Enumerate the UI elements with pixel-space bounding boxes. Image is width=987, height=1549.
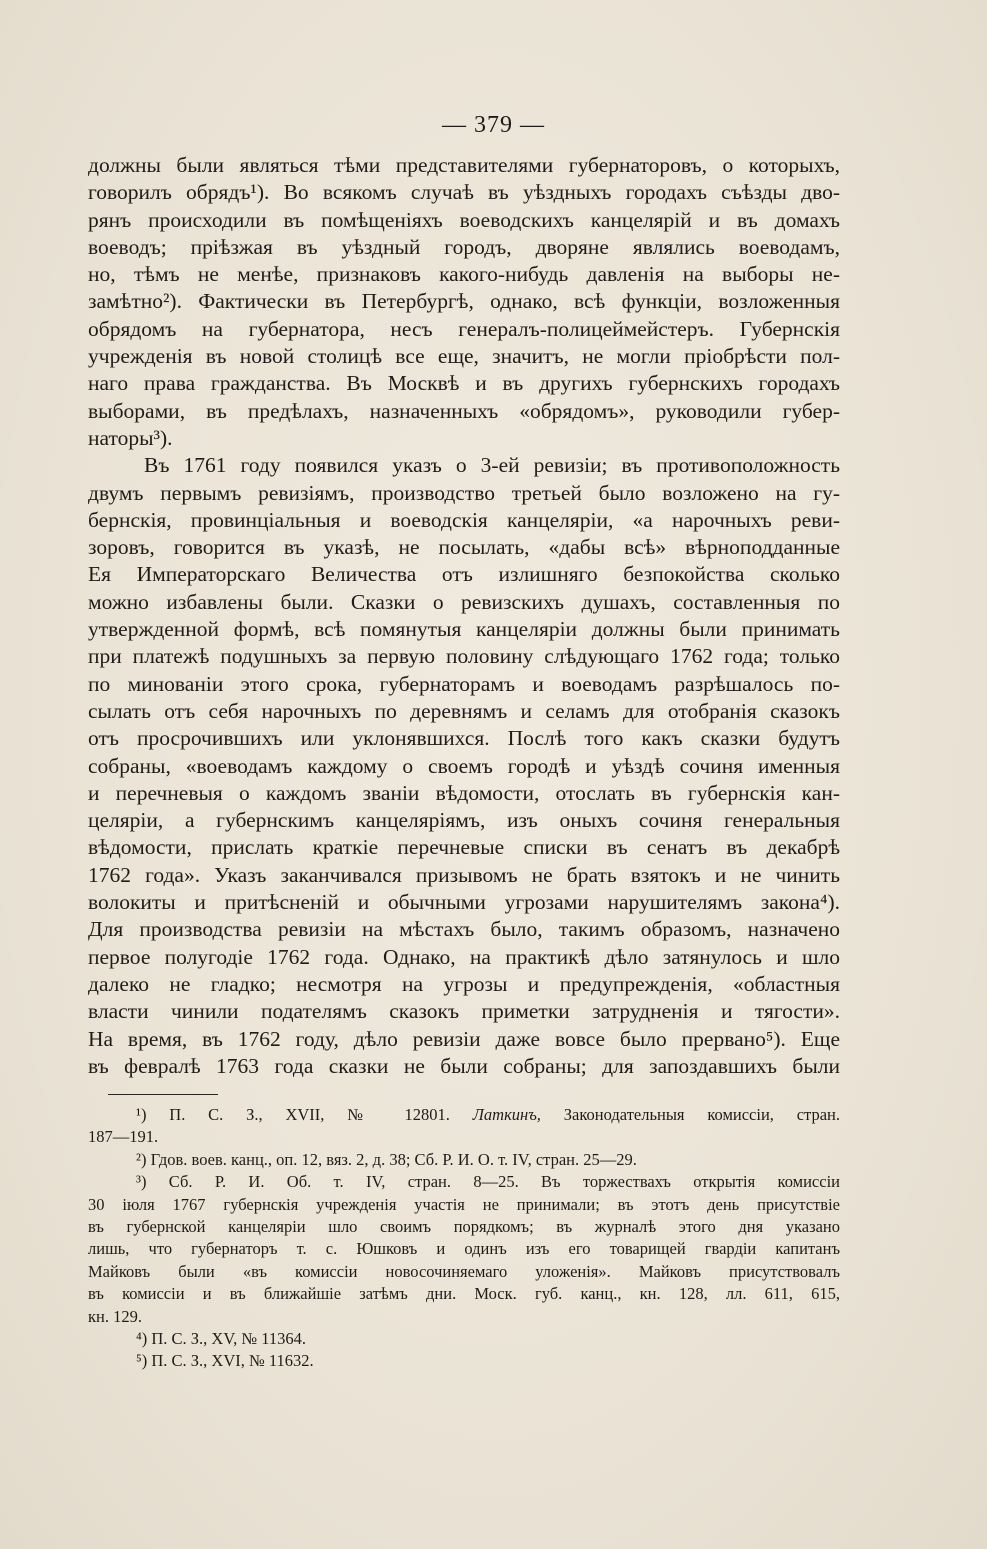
text-line: волокиты и притѣсненій и обычными угрозами нарушителямъ закона⁴). <box>88 890 840 915</box>
text-line: въ февралѣ 1763 года сказки не были собраны; для запоздавшихъ были <box>88 1053 840 1078</box>
footnote-3-line: Майковъ были «въ комиссіи новосочиняемаго уложенія». Майковъ присутствовалъ <box>88 1261 840 1281</box>
text-line: вѣдомости, прислать краткіе перечневые списки въ сенатъ въ декабрѣ <box>88 835 840 860</box>
text-line: Для производства ревизіи на мѣстахъ было, такимъ образомъ, назначено <box>88 917 840 942</box>
text-line: рянъ происходили въ помѣщеніяхъ воеводскихъ канцелярій и въ домахъ <box>88 207 840 232</box>
text-line: собраны, «воеводамъ каждому о своемъ городѣ и уѣздѣ сочиня именныя <box>88 753 840 778</box>
text-line: Ея Императорскаго Величества отъ излишняго безпокойства сколько <box>88 562 840 587</box>
footnote-3-line: въ комиссіи и въ ближайшіе затѣмъ дни. Моск. губ. канц., кн. 128, лл. 611, 615, <box>88 1284 840 1304</box>
text-line: но, тѣмъ не менѣе, признаковъ какого-нибудь давленія на выборы не- <box>88 262 840 287</box>
text-line: отъ просрочившихъ или уклонявшихся. Послѣ того какъ сказки будутъ <box>88 726 840 751</box>
text-line: при платежѣ подушныхъ за первую половину слѣдующаго 1762 года; только <box>88 644 840 669</box>
text-line: и перечневыя о каждомъ званіи вѣдомости, отослать въ губернскія кан- <box>88 780 840 805</box>
text-line: На время, въ 1762 году, дѣло ревизіи даже вовсе было прервано⁵). Еще <box>88 1026 840 1051</box>
text-line: первое полугодіе 1762 года. Однако, на практикѣ дѣло затянулось и шло <box>88 944 840 969</box>
paragraph-start-line: Въ 1761 году появился указъ о 3-ей ревизіи; въ противоположность <box>144 453 840 478</box>
text-line: воеводъ; пріѣзжая въ уѣздный городъ, дворяне являлись воеводамъ, <box>88 234 840 259</box>
text-line: учрежденія въ новой столицѣ все еще, значитъ, не могли пріобрѣсти пол- <box>88 344 840 369</box>
text-line: можно избавлены были. Сказки о ревизскихъ душахъ, составленныя по <box>88 589 840 614</box>
text-line: должны были являться тѣми представителями губернаторовъ, о которыхъ, <box>88 153 840 177</box>
text-line: власти чинили подателямъ сказокъ приметки затрудненія и тягости». <box>88 999 840 1024</box>
main-text <box>88 152 840 1080</box>
page-number: — 379 — <box>442 112 545 138</box>
text-line: замѣтно²). Фактически въ Петербургѣ, однако, всѣ функціи, возложенныя <box>88 289 840 314</box>
footnote-1-ref: ¹) П. С. З., XVII, № 12801. <box>136 1105 450 1124</box>
text-line: 1762 года». Указъ заканчивался призывомъ не брать взятокъ и не чинить <box>88 862 840 887</box>
text-line: далеко не гладко; несмотря на угрозы и предупрежденія, «областныя <box>88 971 840 996</box>
footnote-1-title: Законодательныя комиссіи, стран. <box>563 1105 840 1124</box>
text-line: бернскія, провинціальныя и воеводскія канцеляріи, «а нарочныхъ реви- <box>88 507 840 532</box>
text-line: двумъ первымъ ревизіямъ, производство третьей было возложено на гу- <box>88 480 840 505</box>
footnote-3-line: въ губернской канцеляріи шло своимъ порядкомъ; въ журналѣ этого дня указано <box>88 1216 840 1236</box>
footnote-1 <box>88 1104 840 1126</box>
footnote-5: ⁵) П. С. З., XVI, № 11632. <box>136 1351 314 1371</box>
text-line: утвержденной формѣ, всѣ помянутыя канцеляріи должны были принимать <box>88 617 840 642</box>
footnote-1-pages: 187—191. <box>88 1127 159 1147</box>
text-line: сылать отъ себя нарочныхъ по деревнямъ и селамъ для отобранія сказокъ <box>88 698 840 723</box>
footnote-3-line: кн. 129. <box>88 1306 142 1326</box>
footnotes <box>88 1104 840 1373</box>
text-line: целяріи, а губернскимъ канцеляріямъ, изъ оныхъ сочиня генеральныя <box>88 808 840 833</box>
text-line: выборами, въ предѣлахъ, назначенныхъ «обрядомъ», руководили губер- <box>88 398 840 423</box>
footnote-divider <box>108 1094 218 1095</box>
footnote-2: ²) Гдов. воев. канц., оп. 12, вяз. 2, д. 38; Сб. Р. И. О. т. IV, стран. 25—29. <box>136 1149 637 1169</box>
footnote-3-line: лишь, что губернаторъ т. с. Юшковъ и одинъ изъ его товарищей гвардіи капитанъ <box>88 1239 840 1259</box>
text-line: говорилъ обрядъ¹). Во всякомъ случаѣ въ уѣздныхъ городахъ съѣзды дво- <box>88 180 840 205</box>
footnote-4: ⁴) П. С. З., XV, № 11364. <box>136 1328 307 1348</box>
text-line: зоровъ, говорится въ указѣ, не посылать, «дабы всѣ» вѣрноподданные <box>88 535 840 560</box>
footnote-3-line: 30 іюля 1767 губернскія учрежденія участія не принимали; въ этотъ день присутствіе <box>88 1194 840 1214</box>
text-line: по минованіи этого срока, губернаторамъ и воеводамъ разрѣшалось по- <box>88 671 840 696</box>
paragraph-end-line: наторы³). <box>88 425 173 450</box>
text-line: наго права гражданства. Въ Москвѣ и въ другихъ губернскихъ городахъ <box>88 371 840 396</box>
footnote-1-author: Латкинъ, <box>472 1105 541 1124</box>
footnote-3-line: ³) Сб. Р. И. Об. т. IV, стран. 8—25. Въ торжествахъ открытія комиссіи <box>136 1172 840 1192</box>
text-line: обрядомъ на губернатора, несъ генералъ-полицеймейстеръ. Губернскія <box>88 316 840 341</box>
